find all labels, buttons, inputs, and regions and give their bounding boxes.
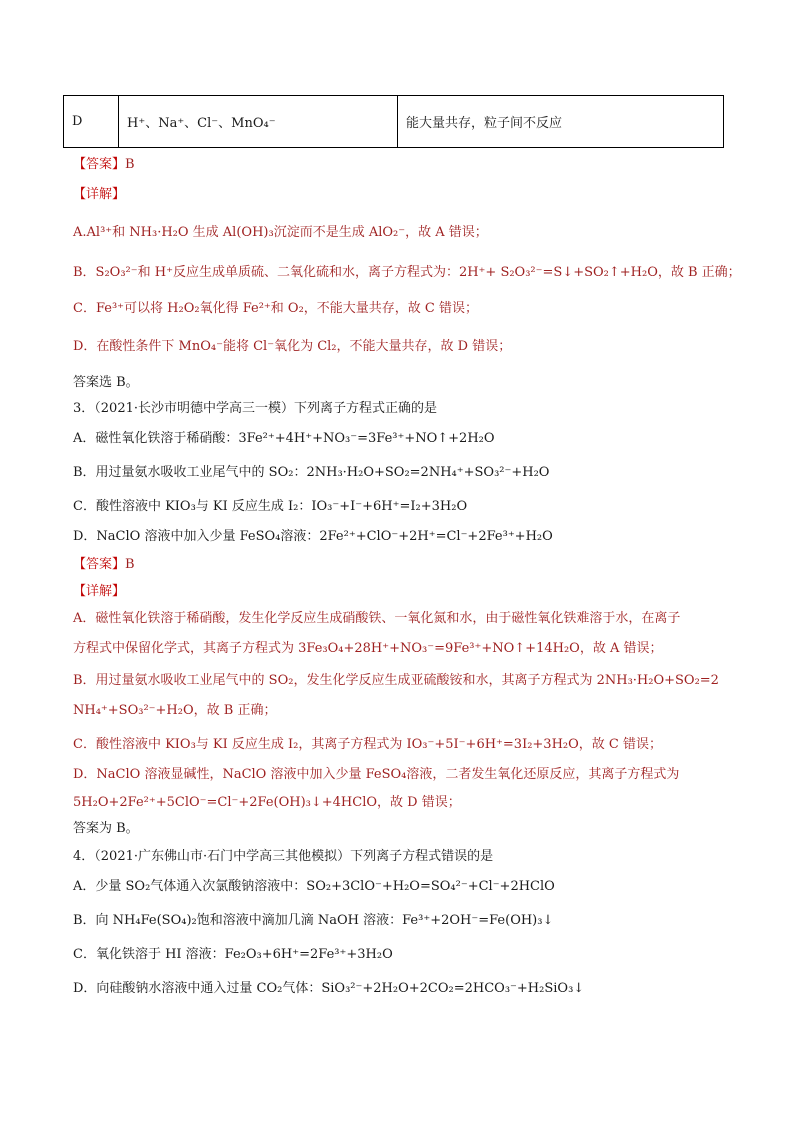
q2-detail-line: A.Al³⁺和 NH₃·H₂O 生成 Al(OH)₃沉淀而不是生成 AlO₂⁻，故 A 错误； xyxy=(73,225,488,240)
q3-stem: 3．（2021·长沙市明德中学高三一模）下列离子方程式正确的是 xyxy=(73,401,437,416)
q3-conclusion: 答案为 B。 xyxy=(73,821,139,836)
q2-answer xyxy=(73,156,135,174)
q3-detail-line: 5H₂O+2Fe²⁺+5ClO⁻=Cl⁻+2Fe(OH)₃↓+4HClO，故 D 错误； xyxy=(73,795,461,810)
table-row xyxy=(64,96,724,148)
q4-option: D．向硅酸钠水溶液中通入过量 CO₂气体：SiO₃²⁻+2H₂O+2CO₂=2HCO₃⁻+H₂SiO₃↓ xyxy=(73,981,585,996)
q2-conclusion: 答案选 B。 xyxy=(73,375,139,390)
ions-cell: H⁺、Na⁺、Cl⁻、MnO₄⁻ xyxy=(119,96,398,148)
q3-detail-line: NH₄⁺+SO₃²⁻+H₂O，故 B 正确； xyxy=(73,703,277,718)
q4-option: B．向 NH₄Fe(SO₄)₂饱和溶液中滴加几滴 NaOH 溶液：Fe³⁺+2OH⁻=Fe(OH)₃↓ xyxy=(73,913,554,928)
q3-detail-line: C．酸性溶液中 KIO₃与 KI 反应生成 I₂，其离子方程式为 IO₃⁻+5I⁻+6H⁺=3I₂+3H₂O，故 C 错误； xyxy=(73,737,662,752)
q2-detail-line: B．S₂O₃²⁻和 H⁺反应生成单质硫、二氧化硫和水，离子方程式为：2H⁺+ S₂O₃²⁻=S↓+SO₂↑+H₂O，故 B 正确； xyxy=(73,265,741,280)
q3-option: A．磁性氧化铁溶于稀硝酸：3Fe²⁺+4H⁺+NO₃⁻=3Fe³⁺+NO↑+2H₂O xyxy=(73,431,495,446)
q3-detail-label: 【详解】 xyxy=(73,584,126,599)
q2-detail-line: D．在酸性条件下 MnO₄⁻能将 Cl⁻氧化为 Cl₂，不能大量共存，故 D 错误； xyxy=(73,339,512,354)
q3-option: B．用过量氨水吸收工业尾气中的 SO₂：2NH₃·H₂O+SO₂=2NH₄⁺+SO₃²⁻+H₂O xyxy=(73,465,550,480)
option-cell: D xyxy=(64,96,119,148)
q3-detail-line: A．磁性氧化铁溶于稀硝酸，发生化学反应生成硝酸铁、一氧化氮和水，由于磁性氧化铁难溶于水，在离子 xyxy=(73,611,681,626)
judgement-cell: 能大量共存，粒子间不反应 xyxy=(398,96,724,148)
option-table xyxy=(63,95,724,148)
answer-label: 【答案】 xyxy=(73,157,126,172)
q4-stem: 4．（2021·广东佛山市·石门中学高三其他模拟）下列离子方程式错误的是 xyxy=(73,849,494,864)
q4-option: C．氧化铁溶于 HI 溶液：Fe₂O₃+6H⁺=2Fe³⁺+3H₂O xyxy=(73,947,393,962)
q2-detail-label: 【详解】 xyxy=(73,187,126,202)
q3-detail-line: D．NaClO 溶液显碱性，NaClO 溶液中加入少量 FeSO₄溶液，二者发生氧化还原反应，其离子方程式为 xyxy=(73,767,680,782)
q3-answer xyxy=(73,556,135,574)
q4-option: A．少量 SO₂气体通入次氯酸钠溶液中：SO₂+3ClO⁻+H₂O=SO₄²⁻+Cl⁻+2HClO xyxy=(73,879,555,894)
q3-detail-line: B．用过量氨水吸收工业尾气中的 SO₂，发生化学反应生成亚硫酸铵和水，其离子方程式为 2NH₃·H₂O+SO₂=2 xyxy=(73,673,719,688)
answer-label: 【答案】 xyxy=(73,557,126,572)
q3-option: D．NaClO 溶液中加入少量 FeSO₄溶液：2Fe²⁺+ClO⁻+2H⁺=Cl⁻+2Fe³⁺+H₂O xyxy=(73,529,553,544)
q2-detail-line: C．Fe³⁺可以将 H₂O₂氧化得 Fe²⁺和 O₂，不能大量共存，故 C 错误； xyxy=(73,301,478,316)
q3-option: C．酸性溶液中 KIO₃与 KI 反应生成 I₂：IO₃⁻+I⁻+6H⁺=I₂+3H₂O xyxy=(73,499,468,514)
answer-value: B xyxy=(125,157,135,172)
q3-detail-line: 方程式中保留化学式，其离子方程式为 3Fe₃O₄+28H⁺+NO₃⁻=9Fe³⁺+NO↑+14H₂O，故 A 错误； xyxy=(73,641,663,656)
answer-value: B xyxy=(125,557,135,572)
